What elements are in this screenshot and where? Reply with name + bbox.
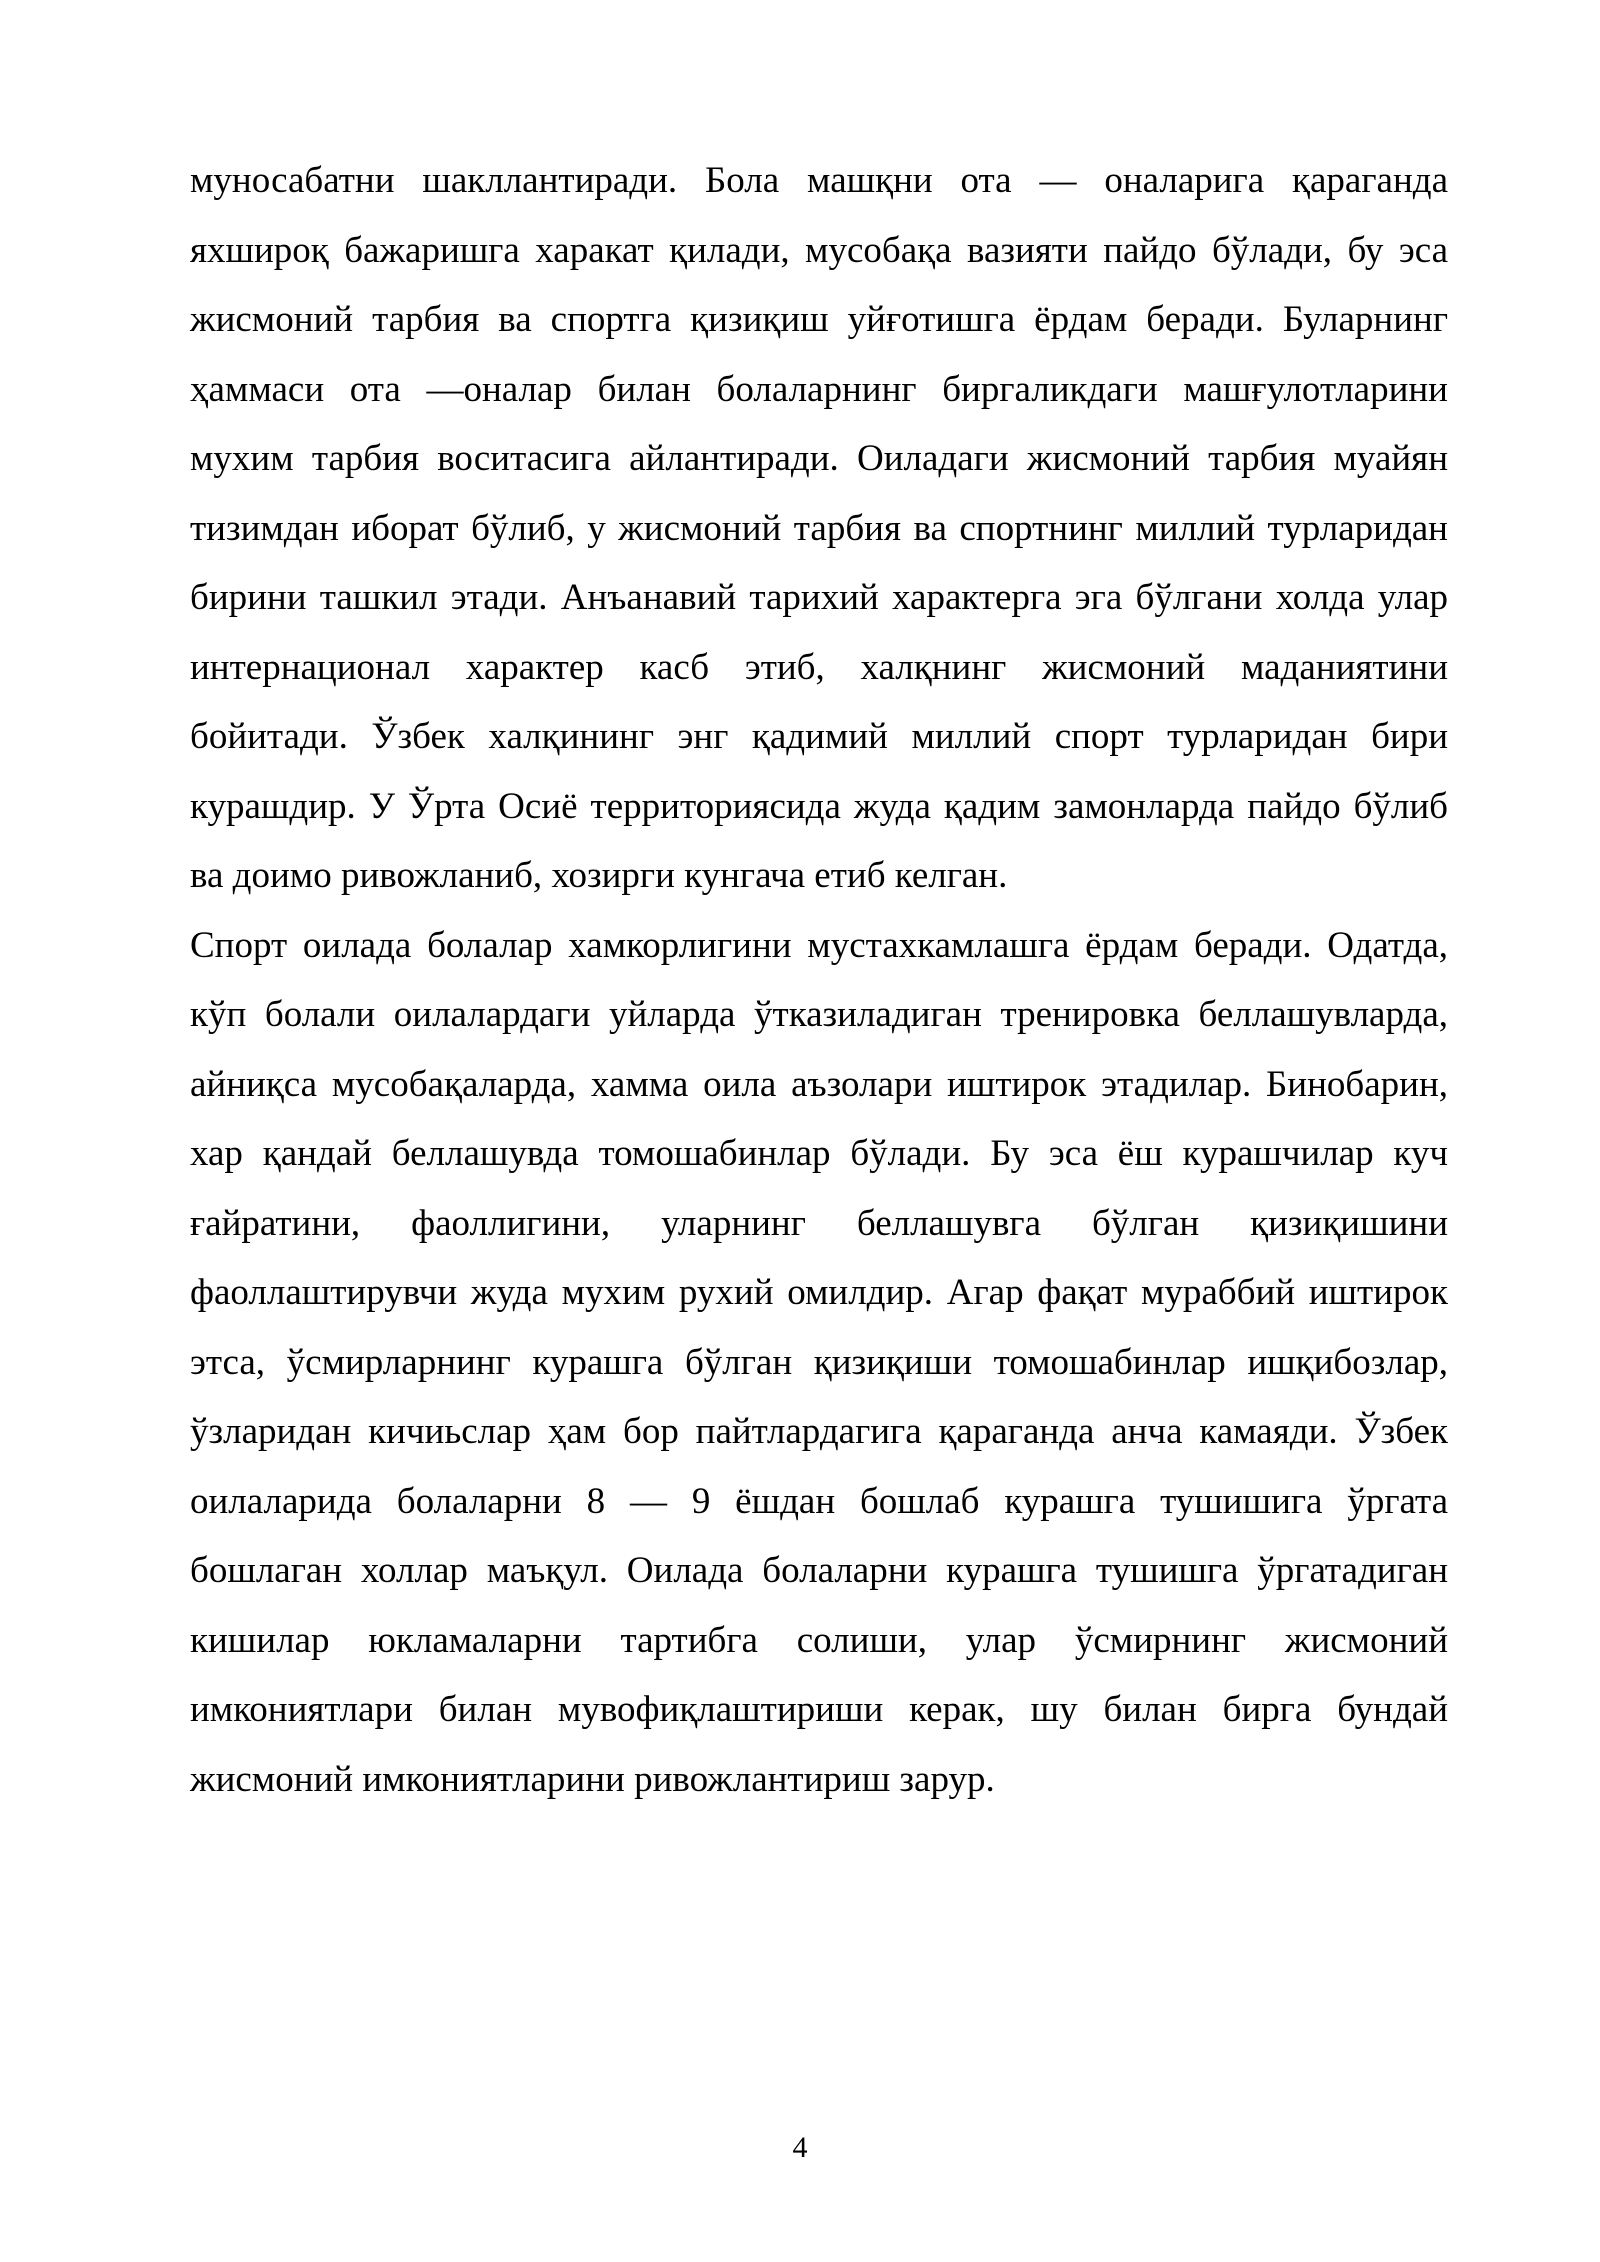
- body-text: [190, 146, 1448, 1814]
- paragraph-1: муносабатни шакллантиради. Бола машқни ота — оналарига қараганда яхшироқ бажаришга харакат қилади, мусобақа вазияти пайдо бўлади, бу эса жисмоний тарбия ва спортга қизиқиш уйғотишга ёрдам беради. Буларнинг ҳаммаси ота —оналар билан болаларнинг биргаликдаги машғулотларини мухим тарбия воситасига айлантиради. Оиладаги жисмоний тарбия муайян тизимдан иборат бўлиб, у жисмоний тарбия ва спортнинг миллий турларидан бирини ташкил этади. Анъанавий тарихий характерга эга бўлгани холда улар интернационал характер касб этиб, халқнинг жисмоний маданиятини бойитади. Ўзбек халқининг энг қадимий миллий спорт турларидан бири курашдир. У Ўрта Осиё территориясида жуда қадим замонларда пайдо бўлиб ва доимо ривожланиб, хозирги кунгача етиб келган.: [190, 160, 1448, 896]
- paragraph-2: Спорт оилада болалар хамкорлигини мустахкамлашга ёрдам беради. Одатда, кўп болали оилалардаги уйларда ўтказиладиган тренировка беллашувларда, айниқса мусобақаларда, хамма оила аъзолари иштирок этадилар. Бинобарин, хар қандай беллашувда томошабинлар бўлади. Бу эса ёш курашчилар куч ғайратини, фаоллигини, уларнинг беллашувга бўлган қизиқишини фаоллаштирувчи жуда мухим рухий омилдир. Агар фақат мураббий иштирок этса, ўсмирларнинг курашга бўлган қизиқиши томошабинлар ишқибозлар, ўзларидан кичиьслар ҳам бор пайтлардагига қараганда анча камаяди. Ўзбек оилаларида болаларни 8 — 9 ёшдан бошлаб курашга тушишига ўргата бошлаган холлар маъқул. Оилада болаларни курашга тушишга ўргатадиган кишилар юкламаларни тартибга солиши, улар ўсмирнинг жисмоний имкониятлари билан мувофиқлаштириши керак, шу билан бирга бундай жисмоний имкониятларини ривожлантириш зарур.: [190, 924, 1448, 1800]
- page-number: 4: [792, 2131, 808, 2164]
